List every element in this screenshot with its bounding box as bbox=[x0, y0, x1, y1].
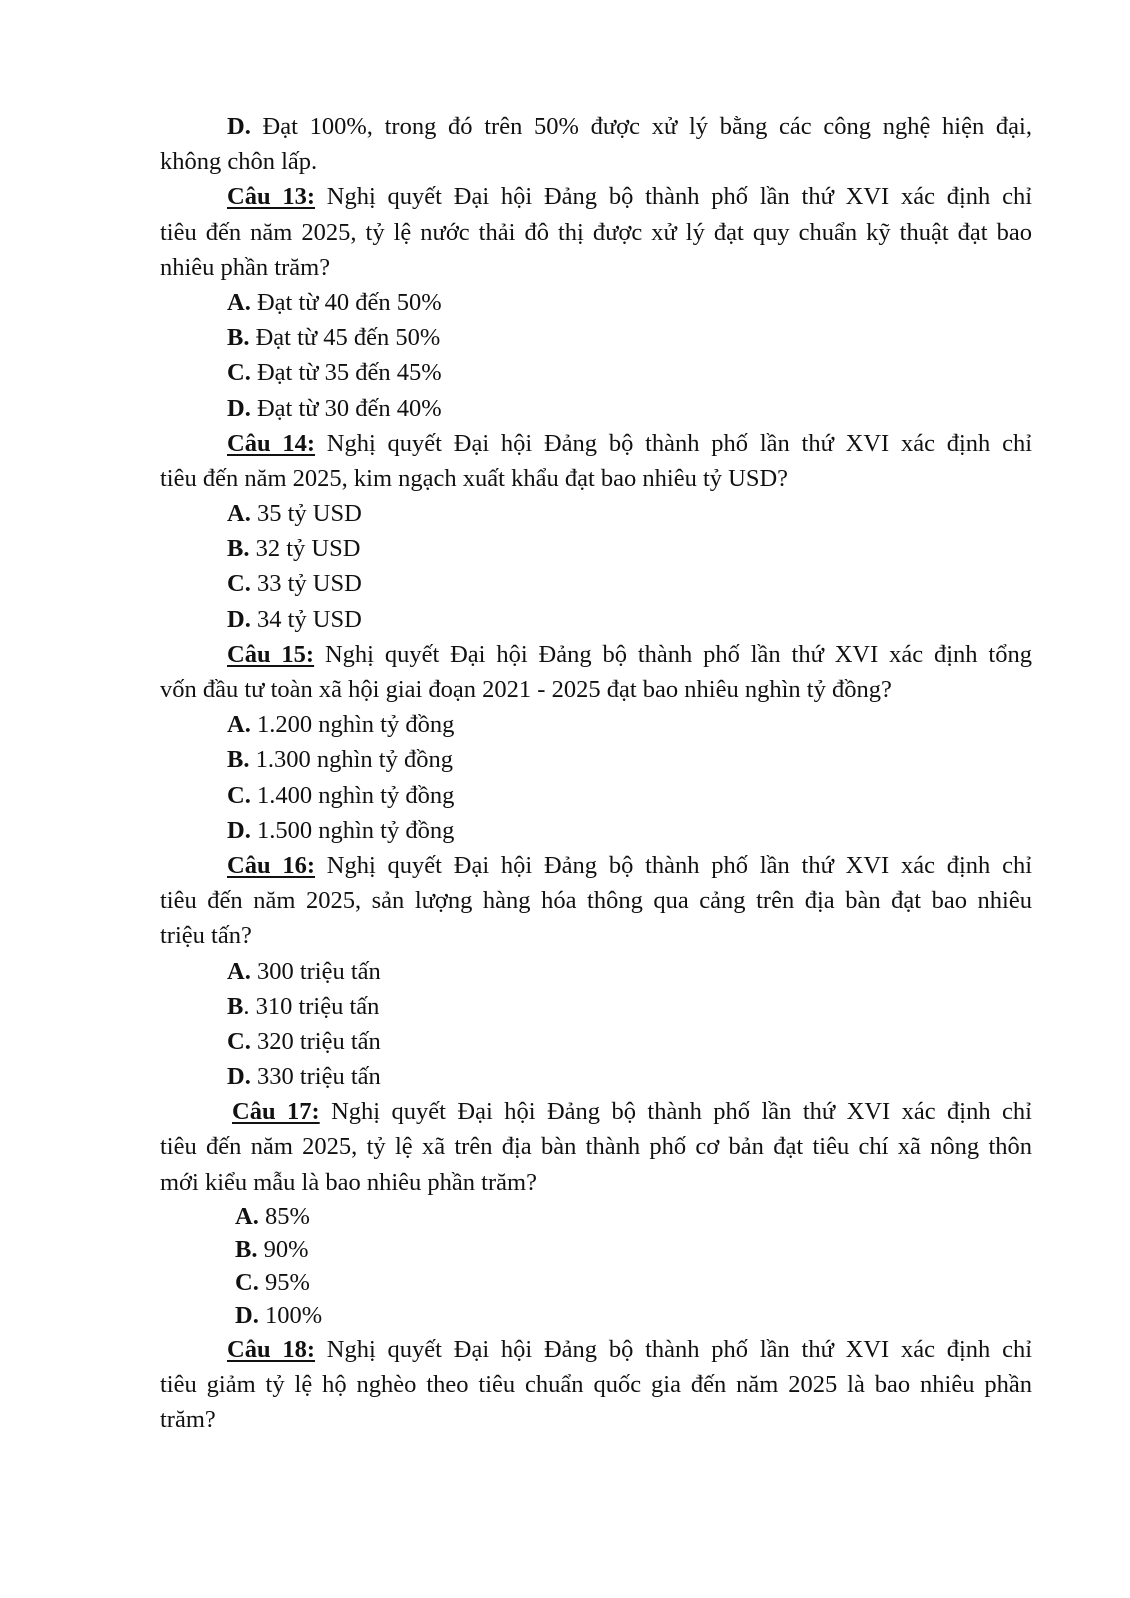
question-number: Câu 15: bbox=[227, 640, 315, 668]
option-text: 100% bbox=[258, 1301, 323, 1329]
option-label: A. bbox=[227, 288, 251, 316]
option-label: D. bbox=[227, 394, 251, 422]
option-text: Đạt từ 45 đến 50% bbox=[249, 324, 441, 352]
question-number: Câu 13: bbox=[227, 183, 316, 211]
question-15 bbox=[160, 637, 1032, 848]
option-c bbox=[160, 355, 1032, 390]
document-body bbox=[160, 109, 1032, 1437]
question-heading-line bbox=[160, 848, 1032, 883]
option-text: 34 tỷ USD bbox=[250, 605, 362, 633]
question-18 bbox=[160, 1332, 1032, 1438]
option-text: 330 triệu tấn bbox=[250, 1063, 381, 1091]
option-label: C. bbox=[227, 570, 251, 598]
option-b bbox=[160, 989, 1032, 1024]
option-label: A. bbox=[227, 711, 251, 739]
option-label: D. bbox=[235, 1301, 259, 1329]
option-text: 1.300 nghìn tỷ đồng bbox=[249, 746, 453, 774]
option-text: 1.400 nghìn tỷ đồng bbox=[250, 781, 455, 809]
question-number: Câu 18: bbox=[227, 1335, 316, 1363]
question-text-line: triệu tấn? bbox=[160, 922, 252, 950]
question-text-line: tiêu giảm tỷ lệ hộ nghèo theo tiêu chuẩn quốc gia đến năm 2025 là bao nhiêu phần bbox=[160, 1371, 1032, 1398]
option-text: 1.500 nghìn tỷ đồng bbox=[250, 816, 455, 844]
option-text: 33 tỷ USD bbox=[250, 570, 362, 598]
question-text-line: tiêu đến năm 2025, sản lượng hàng hóa thông qua cảng trên địa bàn đạt bao nhiêu bbox=[160, 887, 1032, 915]
option-text: Đạt từ 40 đến 50% bbox=[250, 288, 442, 316]
option-a bbox=[160, 1200, 1032, 1233]
question-text: Nghị quyết Đại hội Đảng bộ thành phố lần thứ XVI xác định chỉ bbox=[315, 1335, 1032, 1363]
question-heading-line bbox=[160, 426, 1032, 461]
question-16 bbox=[160, 848, 1032, 1094]
question-text: Nghị quyết Đại hội Đảng bộ thành phố lần thứ XVI xác định chỉ bbox=[319, 1098, 1032, 1126]
question-14 bbox=[160, 426, 1032, 637]
question-text-line: mới kiểu mẫu là bao nhiêu phần trăm? bbox=[160, 1168, 537, 1196]
option-label: B. bbox=[227, 535, 250, 563]
option-text: 95% bbox=[258, 1268, 310, 1296]
option-label: A. bbox=[227, 500, 251, 528]
option-a bbox=[160, 285, 1032, 320]
option-label: A. bbox=[235, 1202, 259, 1230]
option-label: B bbox=[227, 992, 244, 1020]
option-a bbox=[160, 707, 1032, 742]
option-text: Đạt từ 35 đến 45% bbox=[250, 359, 442, 387]
prev-answer-line-1 bbox=[160, 109, 1032, 144]
option-text: 90% bbox=[257, 1235, 309, 1263]
option-label: D. bbox=[227, 605, 251, 633]
option-text: 32 tỷ USD bbox=[249, 535, 361, 563]
question-number: Câu 16: bbox=[227, 851, 316, 879]
question-heading-line bbox=[160, 1332, 1032, 1367]
option-label: D. bbox=[227, 1063, 251, 1091]
option-label: C. bbox=[227, 1027, 251, 1055]
option-c bbox=[160, 1024, 1032, 1059]
option-d bbox=[160, 1299, 1032, 1332]
question-text-line: vốn đầu tư toàn xã hội giai đoạn 2021 - 2025 đạt bao nhiêu nghìn tỷ đồng? bbox=[160, 676, 892, 703]
option-d bbox=[160, 391, 1032, 426]
question-heading-line bbox=[160, 1094, 1032, 1129]
option-label: D. bbox=[227, 816, 251, 844]
question-number: Câu 17: bbox=[232, 1098, 320, 1126]
option-text: 320 triệu tấn bbox=[250, 1027, 381, 1055]
option-text: . 310 triệu tấn bbox=[243, 992, 380, 1020]
option-label: B. bbox=[227, 324, 250, 352]
option-c bbox=[160, 778, 1032, 813]
option-text: 300 triệu tấn bbox=[250, 957, 381, 985]
question-text-line: tiêu đến năm 2025, kim ngạch xuất khẩu đạt bao nhiêu tỷ USD? bbox=[160, 464, 789, 492]
option-label: D. bbox=[227, 113, 251, 140]
option-c bbox=[160, 1266, 1032, 1299]
option-text: 35 tỷ USD bbox=[250, 500, 362, 528]
question-13 bbox=[160, 179, 1032, 425]
option-b bbox=[160, 742, 1032, 777]
option-a bbox=[160, 954, 1032, 989]
option-text: Đạt từ 30 đến 40% bbox=[250, 394, 442, 422]
option-text: Đạt 100%, trong đó trên 50% được xử lý bằng các công nghệ hiện đại, bbox=[250, 113, 1032, 140]
question-text-line: trăm? bbox=[160, 1406, 216, 1434]
option-text: 85% bbox=[258, 1202, 310, 1230]
option-label: B. bbox=[227, 746, 250, 774]
question-heading-line bbox=[160, 179, 1032, 214]
option-label: C. bbox=[235, 1268, 259, 1296]
option-b bbox=[160, 1233, 1032, 1266]
question-17 bbox=[160, 1094, 1032, 1332]
question-number: Câu 14: bbox=[227, 429, 316, 457]
option-b bbox=[160, 320, 1032, 355]
question-text-line: tiêu đến năm 2025, tỷ lệ nước thải đô thị được xử lý đạt quy chuẩn kỹ thuật đạt bao bbox=[160, 218, 1032, 246]
option-c bbox=[160, 566, 1032, 601]
option-a bbox=[160, 496, 1032, 531]
question-text: Nghị quyết Đại hội Đảng bộ thành phố lần thứ XVI xác định tổng bbox=[314, 640, 1032, 668]
option-label: B. bbox=[235, 1235, 258, 1263]
question-text: Nghị quyết Đại hội Đảng bộ thành phố lần thứ XVI xác định chỉ bbox=[315, 183, 1032, 211]
option-d bbox=[160, 602, 1032, 637]
question-heading-line bbox=[160, 637, 1032, 672]
option-d bbox=[160, 813, 1032, 848]
question-text: Nghị quyết Đại hội Đảng bộ thành phố lần thứ XVI xác định chỉ bbox=[315, 851, 1032, 879]
question-text: Nghị quyết Đại hội Đảng bộ thành phố lần thứ XVI xác định chỉ bbox=[315, 429, 1032, 457]
option-label: A. bbox=[227, 957, 251, 985]
option-label: C. bbox=[227, 359, 251, 387]
option-d bbox=[160, 1059, 1032, 1094]
prev-answer-line-2: không chôn lấp. bbox=[160, 148, 318, 176]
option-label: C. bbox=[227, 781, 251, 809]
option-text: 1.200 nghìn tỷ đồng bbox=[250, 711, 455, 739]
question-text-line: nhiêu phần trăm? bbox=[160, 253, 331, 281]
question-text-line: tiêu đến năm 2025, tỷ lệ xã trên địa bàn thành phố cơ bản đạt tiêu chí xã nông thôn bbox=[160, 1133, 1032, 1161]
option-b bbox=[160, 531, 1032, 566]
